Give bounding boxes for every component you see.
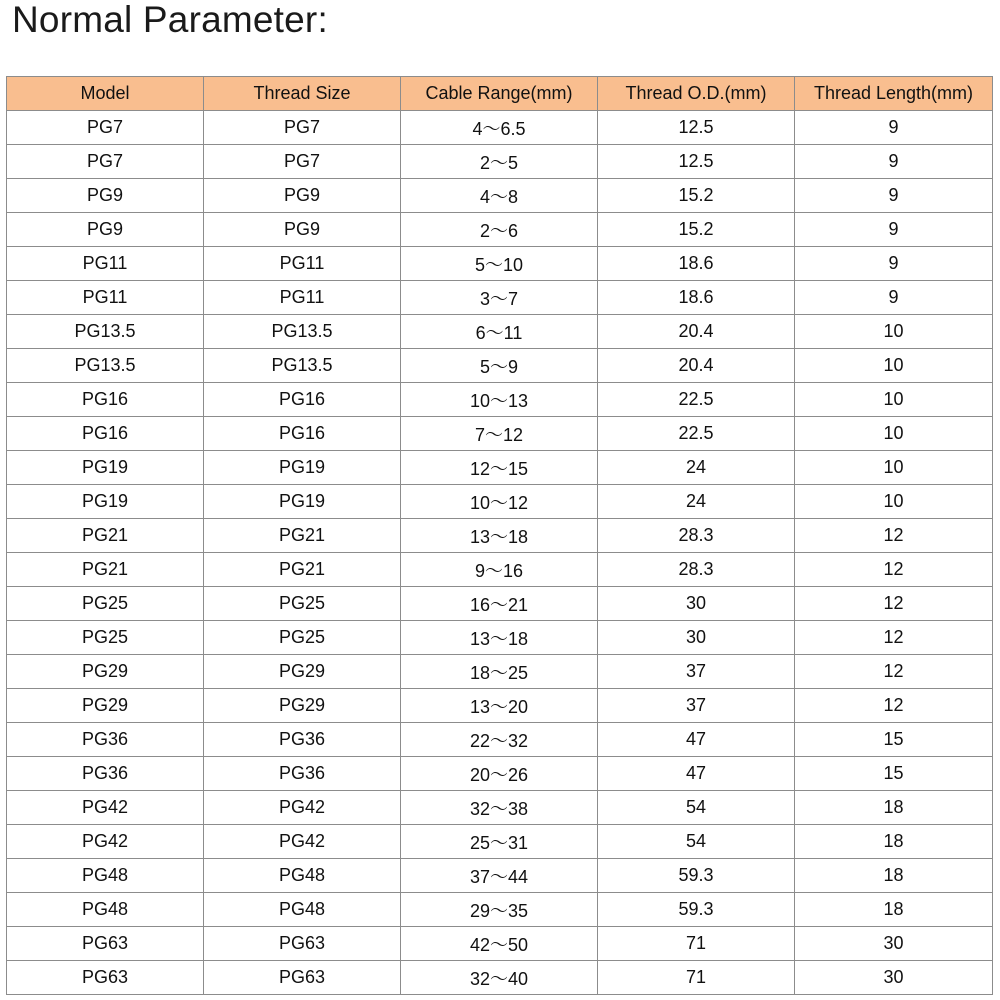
cell-thread-size: PG29 bbox=[204, 655, 401, 689]
cell-cable-range: 5～10 bbox=[401, 247, 598, 281]
cell-thread-length: 10 bbox=[795, 417, 993, 451]
cell-thread-size: PG9 bbox=[204, 213, 401, 247]
cell-thread-length: 18 bbox=[795, 893, 993, 927]
cell-model: PG16 bbox=[7, 417, 204, 451]
cell-thread-size: PG21 bbox=[204, 553, 401, 587]
cell-thread-size: PG25 bbox=[204, 621, 401, 655]
cell-cable-range: 4～8 bbox=[401, 179, 598, 213]
cell-thread-size: PG11 bbox=[204, 247, 401, 281]
cell-thread-od: 15.2 bbox=[598, 213, 795, 247]
cell-cable-range: 6～11 bbox=[401, 315, 598, 349]
cell-cable-range: 5～9 bbox=[401, 349, 598, 383]
cell-thread-od: 54 bbox=[598, 825, 795, 859]
cell-thread-od: 47 bbox=[598, 757, 795, 791]
cell-thread-od: 28.3 bbox=[598, 553, 795, 587]
cell-cable-range: 2～5 bbox=[401, 145, 598, 179]
cell-model: PG25 bbox=[7, 587, 204, 621]
cell-model: PG36 bbox=[7, 757, 204, 791]
cell-thread-od: 15.2 bbox=[598, 179, 795, 213]
cell-cable-range: 42～50 bbox=[401, 927, 598, 961]
table-row bbox=[7, 757, 993, 791]
cell-thread-od: 20.4 bbox=[598, 315, 795, 349]
cell-model: PG7 bbox=[7, 111, 204, 145]
table-row bbox=[7, 383, 993, 417]
cell-thread-size: PG48 bbox=[204, 859, 401, 893]
cell-thread-length: 9 bbox=[795, 247, 993, 281]
cell-thread-length: 18 bbox=[795, 825, 993, 859]
cell-thread-size: PG7 bbox=[204, 145, 401, 179]
cell-thread-size: PG29 bbox=[204, 689, 401, 723]
cell-thread-od: 30 bbox=[598, 621, 795, 655]
cell-thread-od: 22.5 bbox=[598, 383, 795, 417]
table-row bbox=[7, 825, 993, 859]
table-row bbox=[7, 961, 993, 995]
cell-cable-range: 22～32 bbox=[401, 723, 598, 757]
cell-model: PG48 bbox=[7, 893, 204, 927]
cell-model: PG36 bbox=[7, 723, 204, 757]
cell-model: PG21 bbox=[7, 553, 204, 587]
table-row bbox=[7, 315, 993, 349]
cell-thread-length: 12 bbox=[795, 655, 993, 689]
cell-thread-size: PG36 bbox=[204, 723, 401, 757]
cell-thread-length: 9 bbox=[795, 145, 993, 179]
cell-thread-length: 10 bbox=[795, 383, 993, 417]
cell-model: PG29 bbox=[7, 689, 204, 723]
cell-thread-od: 30 bbox=[598, 587, 795, 621]
cell-thread-size: PG63 bbox=[204, 961, 401, 995]
cell-thread-od: 20.4 bbox=[598, 349, 795, 383]
cell-thread-size: PG9 bbox=[204, 179, 401, 213]
cell-thread-length: 10 bbox=[795, 349, 993, 383]
cell-thread-od: 22.5 bbox=[598, 417, 795, 451]
cell-thread-od: 47 bbox=[598, 723, 795, 757]
cell-thread-od: 28.3 bbox=[598, 519, 795, 553]
table-row bbox=[7, 519, 993, 553]
cell-model: PG63 bbox=[7, 961, 204, 995]
cell-cable-range: 37～44 bbox=[401, 859, 598, 893]
cell-model: PG21 bbox=[7, 519, 204, 553]
cell-thread-length: 12 bbox=[795, 621, 993, 655]
cell-cable-range: 13～20 bbox=[401, 689, 598, 723]
cell-thread-length: 30 bbox=[795, 927, 993, 961]
cell-thread-od: 71 bbox=[598, 927, 795, 961]
cell-thread-length: 9 bbox=[795, 179, 993, 213]
header-thread-length: Thread Length(mm) bbox=[795, 77, 993, 111]
cell-thread-size: PG36 bbox=[204, 757, 401, 791]
cell-thread-od: 71 bbox=[598, 961, 795, 995]
cell-thread-length: 12 bbox=[795, 553, 993, 587]
table-row bbox=[7, 145, 993, 179]
cell-cable-range: 4～6.5 bbox=[401, 111, 598, 145]
cell-thread-length: 9 bbox=[795, 281, 993, 315]
table-row bbox=[7, 417, 993, 451]
cell-model: PG42 bbox=[7, 791, 204, 825]
cell-thread-length: 10 bbox=[795, 485, 993, 519]
cell-model: PG7 bbox=[7, 145, 204, 179]
header-thread-size: Thread Size bbox=[204, 77, 401, 111]
cell-thread-size: PG42 bbox=[204, 825, 401, 859]
cell-cable-range: 29～35 bbox=[401, 893, 598, 927]
cell-cable-range: 3～7 bbox=[401, 281, 598, 315]
cell-thread-length: 12 bbox=[795, 689, 993, 723]
cell-cable-range: 13～18 bbox=[401, 519, 598, 553]
table-row bbox=[7, 689, 993, 723]
cell-model: PG42 bbox=[7, 825, 204, 859]
cell-model: PG19 bbox=[7, 485, 204, 519]
cell-cable-range: 10～12 bbox=[401, 485, 598, 519]
cell-cable-range: 20～26 bbox=[401, 757, 598, 791]
cell-thread-size: PG13.5 bbox=[204, 349, 401, 383]
cell-thread-size: PG21 bbox=[204, 519, 401, 553]
cell-thread-od: 59.3 bbox=[598, 893, 795, 927]
cell-thread-od: 18.6 bbox=[598, 281, 795, 315]
cell-thread-size: PG16 bbox=[204, 417, 401, 451]
cell-cable-range: 13～18 bbox=[401, 621, 598, 655]
cell-model: PG13.5 bbox=[7, 349, 204, 383]
cell-model: PG19 bbox=[7, 451, 204, 485]
cell-thread-size: PG42 bbox=[204, 791, 401, 825]
header-cable-range: Cable Range(mm) bbox=[401, 77, 598, 111]
page-title: Normal Parameter: bbox=[12, 0, 328, 40]
parameter-table bbox=[6, 76, 993, 995]
cell-thread-length: 18 bbox=[795, 791, 993, 825]
cell-thread-size: PG48 bbox=[204, 893, 401, 927]
cell-model: PG16 bbox=[7, 383, 204, 417]
cell-thread-length: 12 bbox=[795, 519, 993, 553]
cell-model: PG9 bbox=[7, 179, 204, 213]
cell-model: PG13.5 bbox=[7, 315, 204, 349]
cell-thread-size: PG16 bbox=[204, 383, 401, 417]
cell-thread-size: PG19 bbox=[204, 451, 401, 485]
cell-cable-range: 32～38 bbox=[401, 791, 598, 825]
cell-model: PG48 bbox=[7, 859, 204, 893]
cell-thread-length: 15 bbox=[795, 757, 993, 791]
cell-thread-length: 12 bbox=[795, 587, 993, 621]
table-row bbox=[7, 485, 993, 519]
table-row bbox=[7, 723, 993, 757]
cell-thread-od: 37 bbox=[598, 689, 795, 723]
cell-model: PG25 bbox=[7, 621, 204, 655]
cell-thread-length: 15 bbox=[795, 723, 993, 757]
cell-thread-od: 12.5 bbox=[598, 145, 795, 179]
header-thread-od: Thread O.D.(mm) bbox=[598, 77, 795, 111]
cell-thread-od: 59.3 bbox=[598, 859, 795, 893]
cell-cable-range: 2～6 bbox=[401, 213, 598, 247]
cell-thread-size: PG25 bbox=[204, 587, 401, 621]
table-row bbox=[7, 791, 993, 825]
cell-thread-size: PG13.5 bbox=[204, 315, 401, 349]
cell-cable-range: 18～25 bbox=[401, 655, 598, 689]
cell-thread-od: 24 bbox=[598, 451, 795, 485]
cell-cable-range: 32～40 bbox=[401, 961, 598, 995]
cell-thread-od: 54 bbox=[598, 791, 795, 825]
cell-thread-od: 24 bbox=[598, 485, 795, 519]
table-row bbox=[7, 451, 993, 485]
cell-thread-od: 18.6 bbox=[598, 247, 795, 281]
cell-cable-range: 25～31 bbox=[401, 825, 598, 859]
table-row bbox=[7, 213, 993, 247]
table-row bbox=[7, 179, 993, 213]
cell-thread-size: PG7 bbox=[204, 111, 401, 145]
cell-thread-length: 10 bbox=[795, 451, 993, 485]
cell-cable-range: 9～16 bbox=[401, 553, 598, 587]
cell-cable-range: 16～21 bbox=[401, 587, 598, 621]
table-row bbox=[7, 621, 993, 655]
cell-cable-range: 7～12 bbox=[401, 417, 598, 451]
header-model: Model bbox=[7, 77, 204, 111]
table-row bbox=[7, 247, 993, 281]
cell-model: PG9 bbox=[7, 213, 204, 247]
table-row bbox=[7, 859, 993, 893]
cell-thread-length: 9 bbox=[795, 213, 993, 247]
table-row bbox=[7, 281, 993, 315]
cell-thread-od: 12.5 bbox=[598, 111, 795, 145]
table-row bbox=[7, 893, 993, 927]
cell-thread-length: 10 bbox=[795, 315, 993, 349]
cell-cable-range: 10～13 bbox=[401, 383, 598, 417]
cell-model: PG63 bbox=[7, 927, 204, 961]
table-body bbox=[7, 111, 993, 995]
cell-thread-length: 9 bbox=[795, 111, 993, 145]
table-row bbox=[7, 655, 993, 689]
table-row bbox=[7, 587, 993, 621]
cell-model: PG11 bbox=[7, 247, 204, 281]
table-row bbox=[7, 927, 993, 961]
cell-model: PG29 bbox=[7, 655, 204, 689]
cell-thread-size: PG63 bbox=[204, 927, 401, 961]
cell-thread-length: 18 bbox=[795, 859, 993, 893]
cell-thread-length: 30 bbox=[795, 961, 993, 995]
cell-cable-range: 12～15 bbox=[401, 451, 598, 485]
cell-thread-size: PG19 bbox=[204, 485, 401, 519]
cell-thread-od: 37 bbox=[598, 655, 795, 689]
table-row bbox=[7, 553, 993, 587]
table-header-row bbox=[7, 77, 993, 111]
table-row bbox=[7, 349, 993, 383]
table-row bbox=[7, 111, 993, 145]
cell-model: PG11 bbox=[7, 281, 204, 315]
cell-thread-size: PG11 bbox=[204, 281, 401, 315]
